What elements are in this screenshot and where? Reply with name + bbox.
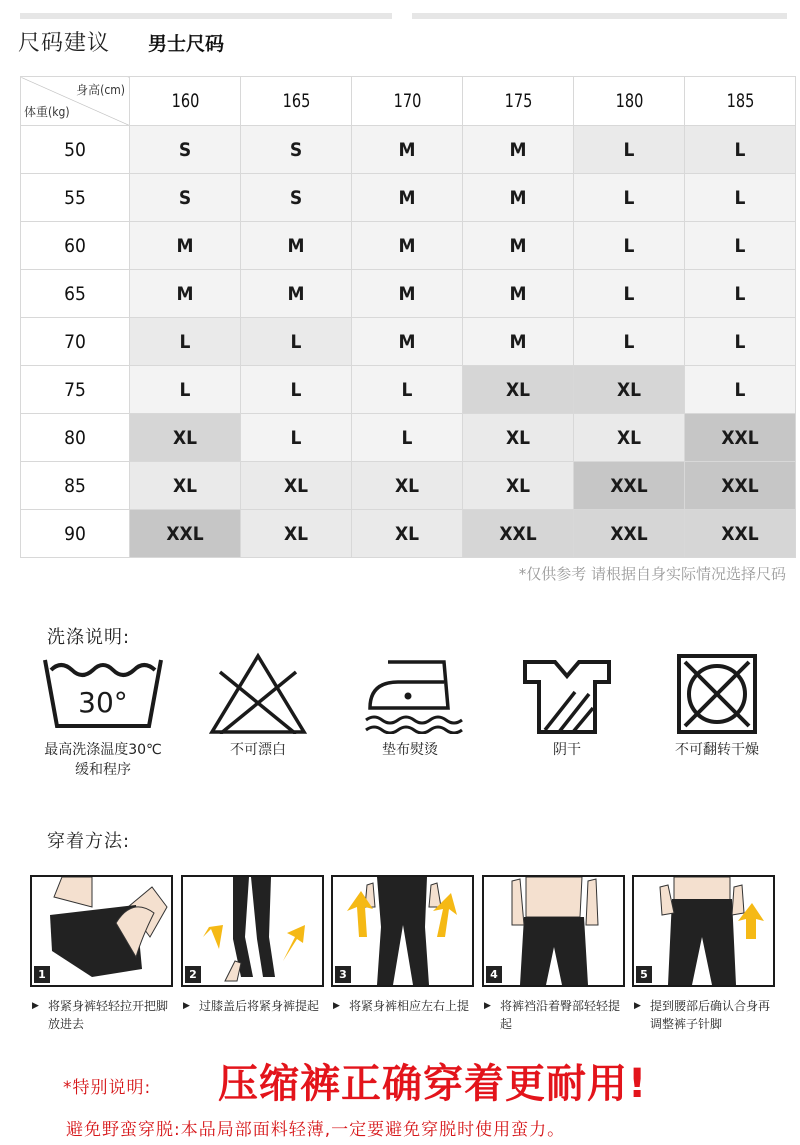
size-cell: M [352, 270, 463, 318]
step-caption: ▶ 将紧身裤相应左右上提 [331, 997, 474, 1015]
weight-header: 75 [21, 366, 130, 414]
size-cell: M [352, 318, 463, 366]
height-header: 180 [582, 77, 676, 126]
height-header: 160 [138, 77, 232, 126]
size-cell: M [130, 222, 241, 270]
height-header: 165 [249, 77, 343, 126]
weight-header: 70 [21, 318, 130, 366]
size-cell: L [574, 270, 685, 318]
size-cell: XXL [685, 510, 796, 558]
top-divider-left [20, 13, 392, 19]
size-cell: M [352, 174, 463, 222]
over-knee-illustration [183, 877, 322, 985]
size-cell: XXL [685, 414, 796, 462]
size-cell: XL [130, 414, 241, 462]
size-cell: S [130, 126, 241, 174]
care-label: 不可翻转干燥 [675, 742, 759, 758]
size-cell: M [241, 222, 352, 270]
wash-30-icon [41, 652, 165, 734]
size-cell: XXL [463, 510, 574, 558]
wear-step-4 [482, 875, 625, 1033]
size-cell: XL [463, 366, 574, 414]
size-cell: L [130, 318, 241, 366]
size-cell: S [241, 174, 352, 222]
step-number: 5 [636, 966, 652, 983]
size-row [21, 270, 796, 318]
size-cell: XXL [574, 510, 685, 558]
wearing-title: 穿着方法: [47, 831, 131, 852]
size-cell: S [241, 126, 352, 174]
weight-header: 85 [21, 462, 130, 510]
size-cell: L [241, 414, 352, 462]
size-title: 尺码建议 [18, 31, 111, 56]
care-item-shade-dry [497, 652, 637, 760]
step-number: 1 [34, 966, 50, 983]
size-table-header-row [21, 77, 796, 126]
size-cell: L [685, 174, 796, 222]
size-cell: XL [352, 510, 463, 558]
step-illustration [30, 875, 173, 987]
size-row [21, 366, 796, 414]
special-note-label: *特别说明: [63, 1078, 152, 1098]
wear-step-2 [181, 875, 324, 1015]
care-label: 阴干 [553, 742, 581, 758]
size-row [21, 174, 796, 222]
height-header: 185 [693, 77, 787, 126]
care-item-wash [33, 652, 173, 780]
size-cell: M [463, 126, 574, 174]
step-number: 4 [486, 966, 502, 983]
step-caption: ▶ 将紧身裤轻轻拉开把脚放进去 [30, 997, 173, 1033]
weight-header: 55 [21, 174, 130, 222]
size-cell: M [463, 270, 574, 318]
step-caption: ▶ 提到腰部后确认合身再调整裤子针脚 [632, 997, 775, 1033]
weight-header: 60 [21, 222, 130, 270]
size-row [21, 126, 796, 174]
step-number: 2 [185, 966, 201, 983]
weight-axis-label: 体重(kg) [24, 105, 70, 119]
size-note: *仅供参考 请根据自身实际情况选择尺码 [518, 565, 786, 583]
size-cell: XXL [574, 462, 685, 510]
special-headline: 压缩裤正确穿着更耐用! [218, 1061, 648, 1107]
weight-header: 80 [21, 414, 130, 462]
size-cell: XL [241, 510, 352, 558]
step-illustration [632, 875, 775, 987]
size-cell: M [241, 270, 352, 318]
size-cell: XL [463, 414, 574, 462]
height-header: 170 [360, 77, 454, 126]
step-caption: ▶ 过膝盖后将紧身裤提起 [181, 997, 324, 1015]
table-corner [21, 77, 130, 126]
wear-step-5 [632, 875, 775, 1033]
size-cell: L [352, 414, 463, 462]
size-cell: L [574, 126, 685, 174]
top-divider-right [412, 13, 787, 19]
size-cell: L [574, 318, 685, 366]
size-row [21, 222, 796, 270]
size-cell: M [352, 222, 463, 270]
wash-temp-text: 30° [78, 686, 128, 719]
size-cell: L [685, 270, 796, 318]
shade-dry-icon [505, 652, 629, 734]
step-illustration [181, 875, 324, 987]
waist-adjust-illustration [634, 877, 773, 985]
step-caption: ▶ 将裤裆沿着臀部轻轻提起 [482, 997, 625, 1033]
pull-crotch-illustration [484, 877, 623, 985]
size-cell: M [352, 126, 463, 174]
size-cell: XXL [130, 510, 241, 558]
size-cell: S [130, 174, 241, 222]
size-cell: XL [574, 366, 685, 414]
step-illustration [482, 875, 625, 987]
care-item-no-bleach [188, 652, 328, 760]
special-warning: 避免野蛮穿脱:本品局部面料轻薄,一定要避免穿脱时使用蛮力。 [66, 1120, 566, 1140]
size-cell: L [574, 174, 685, 222]
size-cell: L [130, 366, 241, 414]
care-label: 最高洗涤温度30℃ 缓和程序 [44, 742, 162, 778]
size-table [20, 76, 796, 558]
height-axis-label: 身高(cm) [76, 83, 125, 97]
size-cell: XL [463, 462, 574, 510]
size-row [21, 318, 796, 366]
care-label: 垫布熨烫 [382, 742, 438, 758]
size-cell: XL [574, 414, 685, 462]
size-cell: L [574, 222, 685, 270]
size-cell: M [130, 270, 241, 318]
size-row [21, 462, 796, 510]
no-tumble-dry-icon [655, 652, 779, 734]
size-cell: L [685, 126, 796, 174]
wear-step-1 [30, 875, 173, 1033]
size-cell: XL [352, 462, 463, 510]
size-cell: M [463, 222, 574, 270]
iron-with-cloth-icon [348, 652, 472, 734]
weight-header: 90 [21, 510, 130, 558]
pull-up-sides-illustration [333, 877, 472, 985]
size-cell: L [241, 366, 352, 414]
care-item-no-tumble [647, 652, 787, 760]
size-cell: L [685, 222, 796, 270]
size-cell: L [241, 318, 352, 366]
size-header [18, 26, 224, 57]
pull-open-illustration [32, 877, 171, 985]
weight-header: 50 [21, 126, 130, 174]
size-cell: M [463, 318, 574, 366]
step-number: 3 [335, 966, 351, 983]
size-cell: XL [130, 462, 241, 510]
care-label: 不可漂白 [230, 742, 286, 758]
size-cell: L [685, 318, 796, 366]
size-cell: M [463, 174, 574, 222]
weight-header: 65 [21, 270, 130, 318]
size-row [21, 510, 796, 558]
size-subtitle: 男士尺码 [148, 33, 225, 55]
no-bleach-icon [196, 652, 320, 734]
size-row [21, 414, 796, 462]
size-cell: XXL [685, 462, 796, 510]
step-illustration [331, 875, 474, 987]
size-cell: L [685, 366, 796, 414]
washing-title: 洗涤说明: [47, 627, 131, 648]
care-item-iron [340, 652, 480, 760]
height-header: 175 [471, 77, 565, 126]
size-cell: L [352, 366, 463, 414]
wear-step-3 [331, 875, 474, 1015]
size-cell: XL [241, 462, 352, 510]
